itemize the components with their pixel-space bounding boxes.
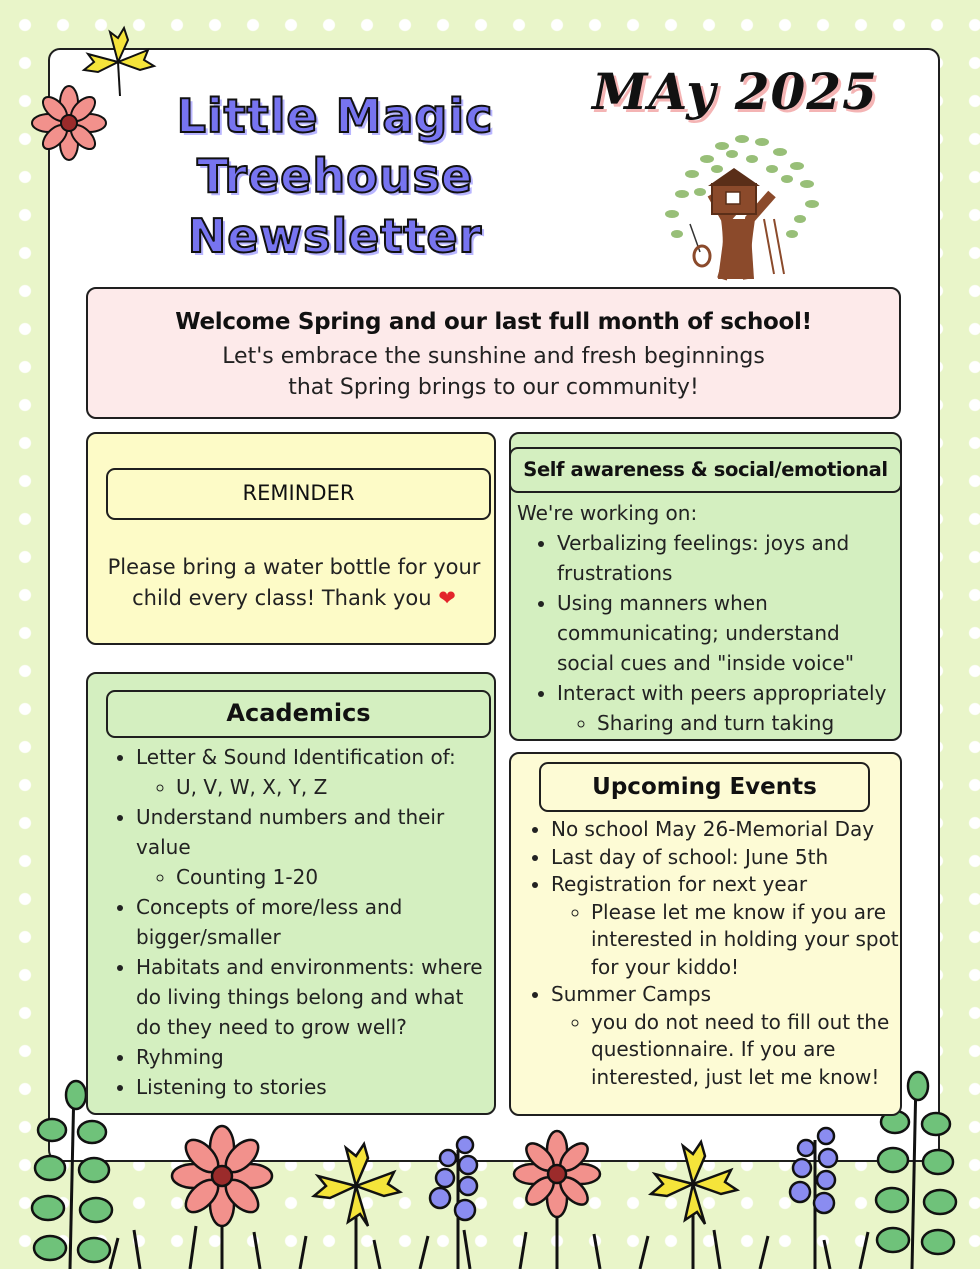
academics-box	[86, 672, 496, 1115]
reminder-message: Please bring a water bottle for your child every class! Thank you	[107, 555, 481, 610]
treehouse-icon	[652, 124, 824, 284]
list-item-text: Summer Camps	[551, 982, 712, 1006]
list-item: • Verbalizing feelings: joys and frustrations	[557, 528, 897, 588]
sub-list	[557, 708, 897, 738]
list-item: • No school May 26-Memorial Day	[551, 816, 900, 844]
upcoming-events-box	[509, 752, 902, 1116]
events-list	[515, 816, 900, 1091]
title-line-2: Treehouse	[196, 149, 474, 203]
list-item: • Using manners when communicating; understand social cues and "inside voice"	[557, 588, 897, 678]
self-awareness-body	[517, 498, 897, 738]
sub-list-item: ◦ Sharing and turn taking	[597, 708, 897, 738]
month-heading: MAy 2025	[592, 62, 878, 121]
list-item-text: Understand numbers and their value	[136, 805, 445, 859]
self-awareness-title: Self awareness & social/emotional	[509, 447, 902, 493]
list-item	[136, 802, 491, 892]
self-awareness-box	[509, 432, 902, 741]
list-item-text: Letter & Sound Identification of:	[136, 745, 456, 769]
sub-list	[551, 1009, 900, 1092]
title-line-3: Newsletter	[187, 209, 483, 263]
sub-list-item: ◦ Please let me know if you are interested in holding your spot for your kiddo!	[591, 899, 900, 982]
list-item: • Listening to stories	[136, 1072, 491, 1102]
list-item: • Ryhming	[136, 1042, 491, 1072]
list-item	[136, 742, 491, 802]
self-awareness-intro: We're working on:	[517, 501, 698, 525]
welcome-box	[86, 287, 901, 419]
upcoming-events-title: Upcoming Events	[539, 762, 870, 812]
list-item: • Habitats and environments: where do living things belong and what do they need to grow well?	[136, 952, 491, 1042]
heart-icon: ❤	[438, 586, 456, 610]
academics-list	[96, 742, 491, 1102]
title-line-1: Little Magic	[176, 89, 494, 143]
welcome-heading: Welcome Spring and our last full month of school!	[175, 309, 812, 335]
reminder-text	[94, 552, 494, 614]
sub-list	[136, 862, 491, 892]
sub-list-item: ◦ Counting 1-20	[176, 862, 491, 892]
list-item	[551, 871, 900, 981]
self-awareness-list	[517, 528, 897, 738]
academics-body	[96, 742, 491, 1102]
list-item-text: Interact with peers appropriately	[557, 681, 887, 705]
list-item	[557, 678, 897, 738]
list-item-text: Registration for next year	[551, 872, 808, 896]
sub-list-item: ◦ you do not need to fill out the questionnaire. If you are interested, just let me know!	[591, 1009, 900, 1092]
list-item: • Concepts of more/less and bigger/smaller	[136, 892, 491, 952]
upcoming-events-body	[515, 816, 900, 1091]
sub-list-item: ◦ U, V, W, X, Y, Z	[176, 772, 491, 802]
welcome-text: Let's embrace the sunshine and fresh beginnings that Spring brings to our community!	[222, 344, 765, 400]
reminder-label: REMINDER	[106, 468, 491, 520]
academics-title: Academics	[106, 690, 491, 738]
list-item	[551, 981, 900, 1091]
sub-list	[136, 772, 491, 802]
reminder-box	[86, 432, 496, 645]
sub-list	[551, 899, 900, 982]
list-item: • Last day of school: June 5th	[551, 844, 900, 872]
newsletter-title	[150, 86, 520, 266]
